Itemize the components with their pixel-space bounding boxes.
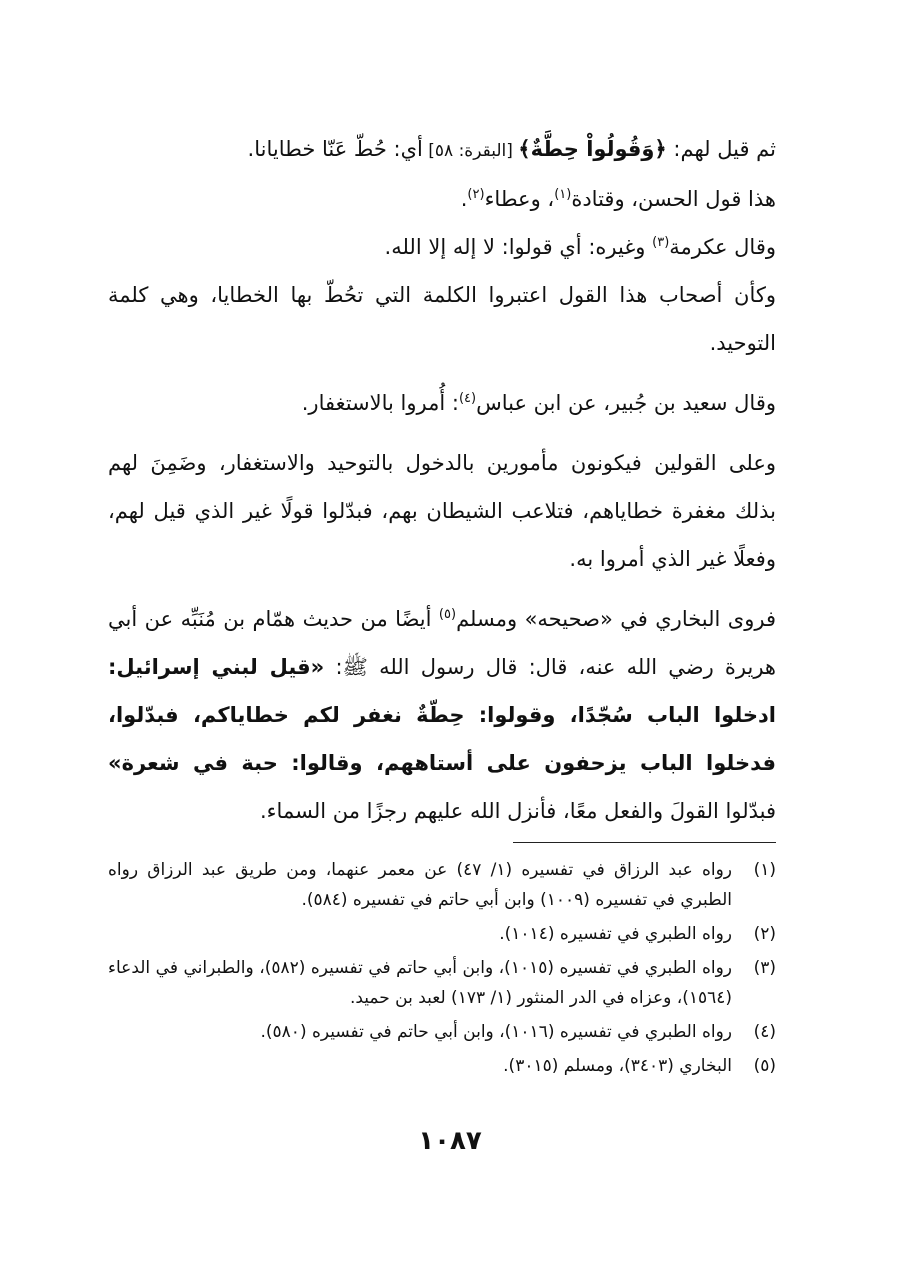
footnote-number: (٢) [753, 924, 776, 944]
footnote-number: (٣) [753, 958, 776, 978]
footnote-5 [108, 1051, 776, 1081]
paragraph-7-end: فبدّلوا القولَ والفعل معًا، فأنزل الله عليهم رجزًا من السماء. [260, 799, 776, 823]
paragraph-1-intro: ثم قيل لهم: [666, 137, 776, 161]
footnote-1 [108, 855, 776, 915]
footnotes-section [108, 855, 776, 1085]
footnote-text: البخاري (٣٤٠٣)، ومسلم (٣٠١٥). [503, 1056, 732, 1076]
paragraph-3-end: وغيره: أي قولوا: لا إله إلا الله. [384, 235, 653, 259]
footnote-ref-3[interactable]: (٣) [652, 235, 670, 250]
paragraph-4: وكأن أصحاب هذا القول اعتبروا الكلمة التي تحُطّ بها الخطايا، وهي كلمة التوحيد. [108, 283, 776, 355]
footnote-ref-4[interactable]: (٤) [458, 391, 477, 406]
page-number: ١٠٨٧ [418, 1126, 482, 1156]
footnote-number: (٥) [753, 1056, 776, 1076]
footnote-text: رواه الطبري في تفسيره (١٠١٤). [499, 924, 732, 944]
footnote-ref-2[interactable]: (٢) [467, 187, 485, 202]
footnote-separator [513, 842, 776, 843]
main-text-block [108, 125, 776, 835]
hadith-quote: «قيل لبني إسرائيل: ادخلوا الباب سُجّدًا، وقولوا: حِطّةٌ نغفر لكم خطاياكم، فبدّلوا، فدخلوا الباب يزحفون على أستاههم، وقالوا: حبة في شعرة» [108, 655, 776, 775]
paragraph-5-end: : أُمروا بالاستغفار. [301, 391, 459, 415]
footnote-text: رواه الطبري في تفسيره (١٠١٦)، وابن أبي حاتم في تفسيره (٥٨٠). [260, 1022, 732, 1042]
paragraph-3 [108, 223, 776, 271]
paragraph-5 [108, 379, 776, 427]
quran-verse: ﴿وَقُولُواْ حِطَّةٌ﴾ [518, 137, 667, 161]
paragraph-7-middle: أيضًا من حديث همّام بن مُنَبِّه عن أبي هريرة رضي الله عنه، قال: قال رسول الله ﷺ: [108, 607, 776, 679]
paragraph-2-end: . [460, 187, 468, 211]
footnote-ref-1[interactable]: (١) [554, 187, 572, 202]
paragraph-5-text: وقال سعيد بن جُبير، عن ابن عباس [476, 391, 776, 415]
footnote-4 [108, 1017, 776, 1047]
paragraph-1 [108, 125, 776, 175]
verse-reference: [البقرة: ٥٨] [422, 141, 519, 161]
paragraph-7 [108, 595, 776, 835]
paragraph-3-text: وقال عكرمة [669, 235, 776, 259]
paragraph-2-middle: ، وعطاء [484, 187, 555, 211]
footnote-ref-5[interactable]: (٥) [438, 607, 457, 622]
paragraph-2-text: هذا قول الحسن، وقتادة [571, 187, 776, 211]
footnote-text: رواه الطبري في تفسيره (١٠١٥)، وابن أبي حاتم في تفسيره (٥٨٢)، والطبراني في الدعاء (١٥٦٤)، وعزاه في الدر المنثور (١/ ١٧٣) لعبد بن حميد. [108, 958, 732, 1008]
footnote-number: (٤) [753, 1022, 776, 1042]
footnote-2 [108, 919, 776, 949]
paragraph-2 [108, 175, 776, 223]
footnote-number: (١) [753, 860, 776, 880]
paragraph-1-gloss: أي: حُطّ عَنّا خطايانا. [247, 137, 423, 161]
footnote-text: رواه عبد الرزاق في تفسيره (١/ ٤٧) عن معمر عنهما، ومن طريق عبد الرزاق رواه الطبري في تفسيره (١٠٠٩) وابن أبي حاتم في تفسيره (٥٨٤). [108, 860, 733, 910]
footnote-3 [108, 953, 776, 1013]
paragraph-6: وعلى القولين فيكونون مأمورين بالدخول بالتوحيد والاستغفار، وضَمِنَ لهم بذلك مغفرة خطاياهم، فتلاعب الشيطان بهم، فبدّلوا قولًا غير الذي قيل لهم، وفعلًا غير الذي أمروا به. [108, 451, 776, 571]
paragraph-7-text: فروى البخاري في «صحيحه» ومسلم [456, 607, 776, 631]
